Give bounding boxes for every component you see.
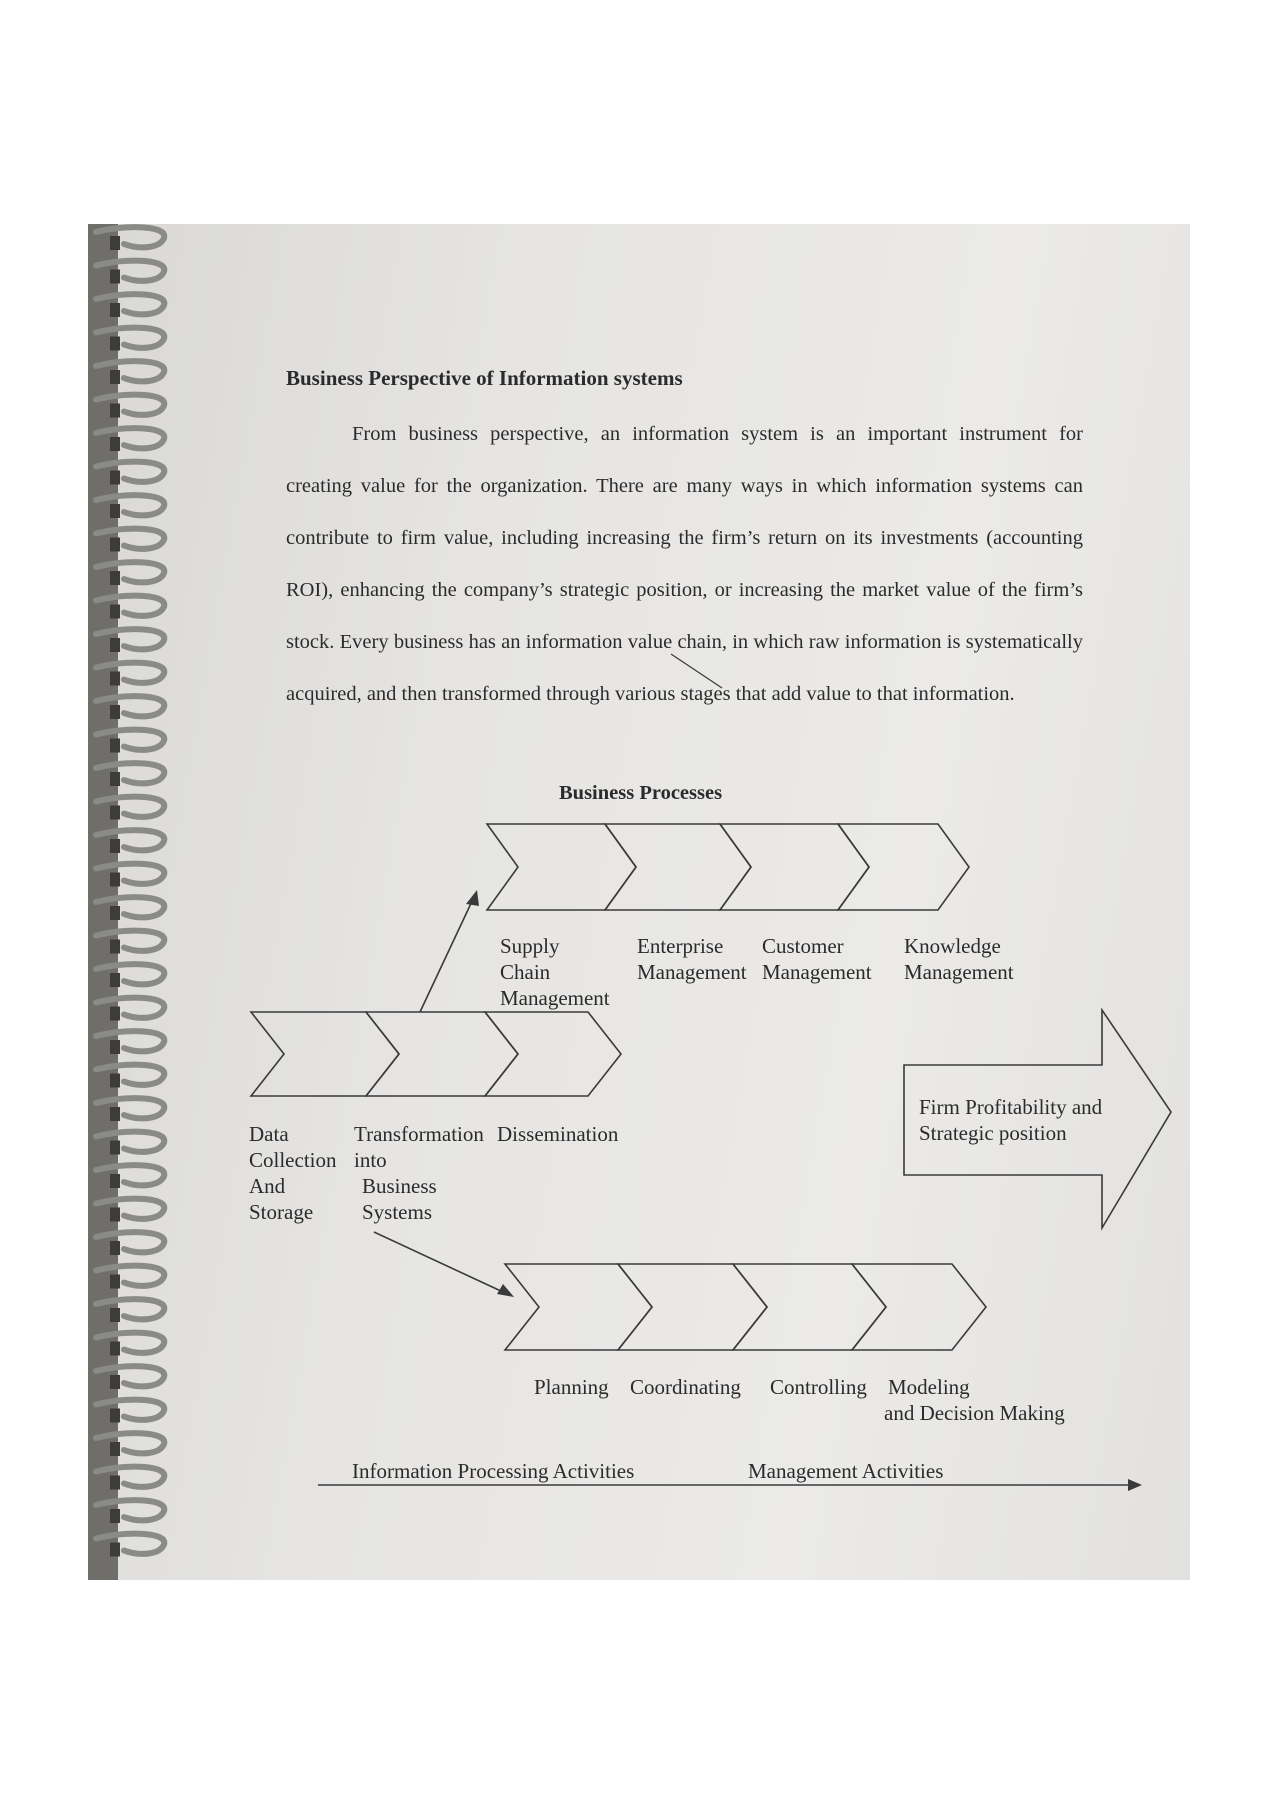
- connector-to-management: [374, 1232, 503, 1292]
- label-data-collection: Data Collection And Storage: [249, 1122, 337, 1224]
- chevron-coordinating: [618, 1264, 767, 1350]
- label-knowledge-management: Knowledge Management: [904, 934, 1014, 984]
- label-supply-chain-management: Supply Chain Management: [500, 934, 610, 1010]
- label-dissemination: Dissemination: [497, 1122, 619, 1146]
- chevron-dissemination: [485, 1012, 621, 1096]
- label-modeling: Modeling and Decision Making: [884, 1375, 1065, 1425]
- label-transformation: Transformation into Business Systems: [354, 1122, 484, 1224]
- body-paragraph: From business perspective, an information system is an important instrument for creating value for the organization. There are many ways in which information systems can contribute to firm value, including increasing the firm’s return on its investments (accounting ROI), enhancing the company’s strategic position, or increasing the market value of the firm’s stock. Every business has an information value chain, in which raw information is systematically acquired, and then transformed through various stages that add value to that information.: [286, 423, 1083, 705]
- axis-label-management: Management Activities: [748, 1459, 944, 1483]
- arrowhead-up: [466, 890, 479, 906]
- business-processes-title: Business Processes: [559, 782, 723, 804]
- label-firm-profitability: Firm Profitability and Strategic position: [919, 1095, 1103, 1145]
- section-heading: Business Perspective of Information systems: [286, 366, 683, 390]
- chevron-planning: [505, 1264, 652, 1350]
- label-coordinating: Coordinating: [630, 1375, 741, 1399]
- chevron-knowledge: [838, 824, 969, 910]
- axis-label-information-processing: Information Processing Activities: [352, 1459, 635, 1483]
- arrowhead-down: [497, 1284, 514, 1297]
- label-enterprise-management: Enterprise Management: [637, 934, 747, 984]
- chevron-modeling: [852, 1264, 986, 1350]
- axis-arrowhead: [1128, 1479, 1142, 1491]
- label-planning: Planning: [534, 1375, 609, 1399]
- connector-to-business-processes: [420, 897, 474, 1012]
- label-controlling: Controlling: [770, 1375, 867, 1399]
- label-customer-management: Customer Management: [762, 934, 872, 984]
- pen-mark: [671, 654, 722, 688]
